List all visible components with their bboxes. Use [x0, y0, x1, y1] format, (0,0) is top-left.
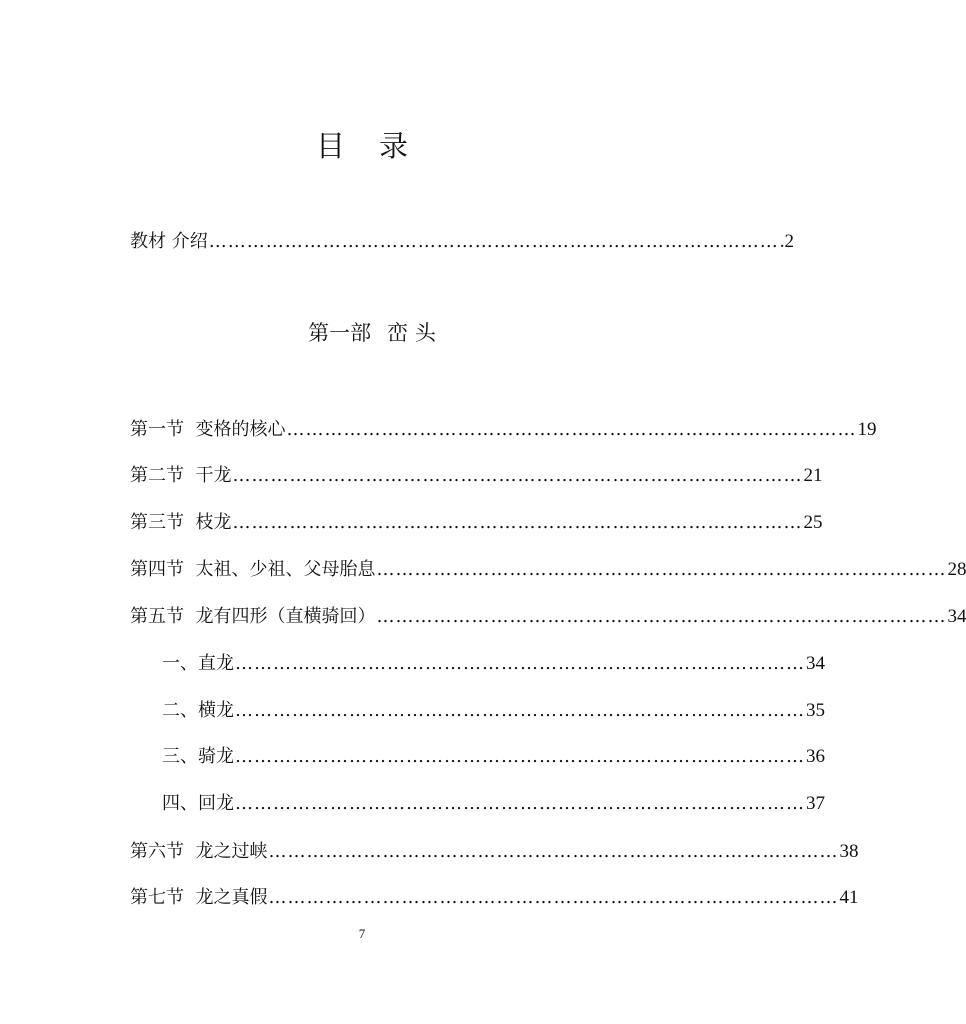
- toc-leader-dots: ………………………………………………………………………………: [235, 746, 805, 767]
- toc-entry-label: 一、直龙: [162, 653, 234, 674]
- toc-entry-page: .2: [779, 231, 794, 252]
- toc-subentry[interactable]: [162, 648, 825, 678]
- toc-entry-page: 28: [947, 559, 966, 580]
- toc-entry[interactable]: [130, 836, 859, 866]
- toc-entry-page: 35: [806, 700, 825, 721]
- part-heading: [0, 316, 744, 350]
- toc-entry-label: 第三节 枝龙: [130, 512, 232, 533]
- page-title-char-1: 目: [315, 129, 345, 163]
- toc-leader-dots: ………………………………………………………………………………: [235, 653, 805, 674]
- toc-entry-page: 34: [947, 606, 966, 627]
- toc-entry-label: 第二节 干龙: [130, 465, 232, 486]
- toc-leader-dots: ………………………………………………………………………………: [208, 231, 779, 252]
- toc-entry-label: 第六节 龙之过峡: [130, 841, 268, 862]
- toc-entry-label: 四、回龙: [162, 793, 234, 814]
- toc-leader-dots: ………………………………………………………………………………: [268, 887, 839, 908]
- toc-leader-dots: ………………………………………………………………………………: [235, 793, 805, 814]
- toc-leader-dots: ………………………………………………………………………………: [376, 559, 947, 580]
- toc-leader-dots: ………………………………………………………………………………: [286, 419, 857, 440]
- toc-entry-page: 21: [803, 465, 823, 486]
- toc-entry[interactable]: [130, 554, 966, 584]
- toc-entry[interactable]: [130, 460, 823, 490]
- toc-entry-page: 34: [806, 653, 825, 674]
- toc-subentry[interactable]: [162, 695, 825, 725]
- toc-entry-label: 第一节 变格的核心: [130, 419, 286, 440]
- toc-leader-dots: ………………………………………………………………………………: [235, 700, 805, 721]
- part-number: 第一部: [308, 321, 372, 345]
- toc-entry-page: 38: [839, 841, 859, 862]
- toc-entry-intro[interactable]: [130, 226, 794, 256]
- toc-entry[interactable]: [130, 507, 823, 537]
- part-name: 峦 头: [387, 321, 436, 345]
- toc-leader-dots: ………………………………………………………………………………: [268, 841, 839, 862]
- page-number: 7: [358, 926, 366, 941]
- page-title-char-2: 录: [379, 129, 409, 163]
- toc-entry-page: 36: [806, 746, 825, 767]
- toc-entry-label: 第四节 太祖、少祖、父母胎息: [130, 559, 376, 580]
- toc-entry-page: 41: [839, 887, 859, 908]
- toc-subentry[interactable]: [162, 788, 825, 818]
- toc-leader-dots: ………………………………………………………………………………: [232, 512, 803, 533]
- toc-entry[interactable]: [130, 414, 877, 444]
- toc-entry-page: 19: [857, 419, 877, 440]
- toc-entry-label: 第五节 龙有四形（直横骑回）: [130, 606, 376, 627]
- table-of-contents: [130, 0, 966, 1024]
- toc-entry[interactable]: [130, 601, 966, 631]
- toc-leader-dots: ………………………………………………………………………………: [232, 465, 803, 486]
- toc-subentry[interactable]: [162, 741, 825, 771]
- toc-entry[interactable]: [130, 882, 859, 912]
- toc-entry-page: 25: [803, 512, 823, 533]
- toc-entry-page: 37: [806, 793, 825, 814]
- toc-leader-dots: ………………………………………………………………………………: [376, 606, 947, 627]
- toc-entry-label: 二、横龙: [162, 700, 234, 721]
- toc-entry-label: 第七节 龙之真假: [130, 887, 268, 908]
- toc-entry-label: 三、骑龙: [162, 746, 234, 767]
- toc-entry-label: 教材 介绍: [130, 231, 208, 252]
